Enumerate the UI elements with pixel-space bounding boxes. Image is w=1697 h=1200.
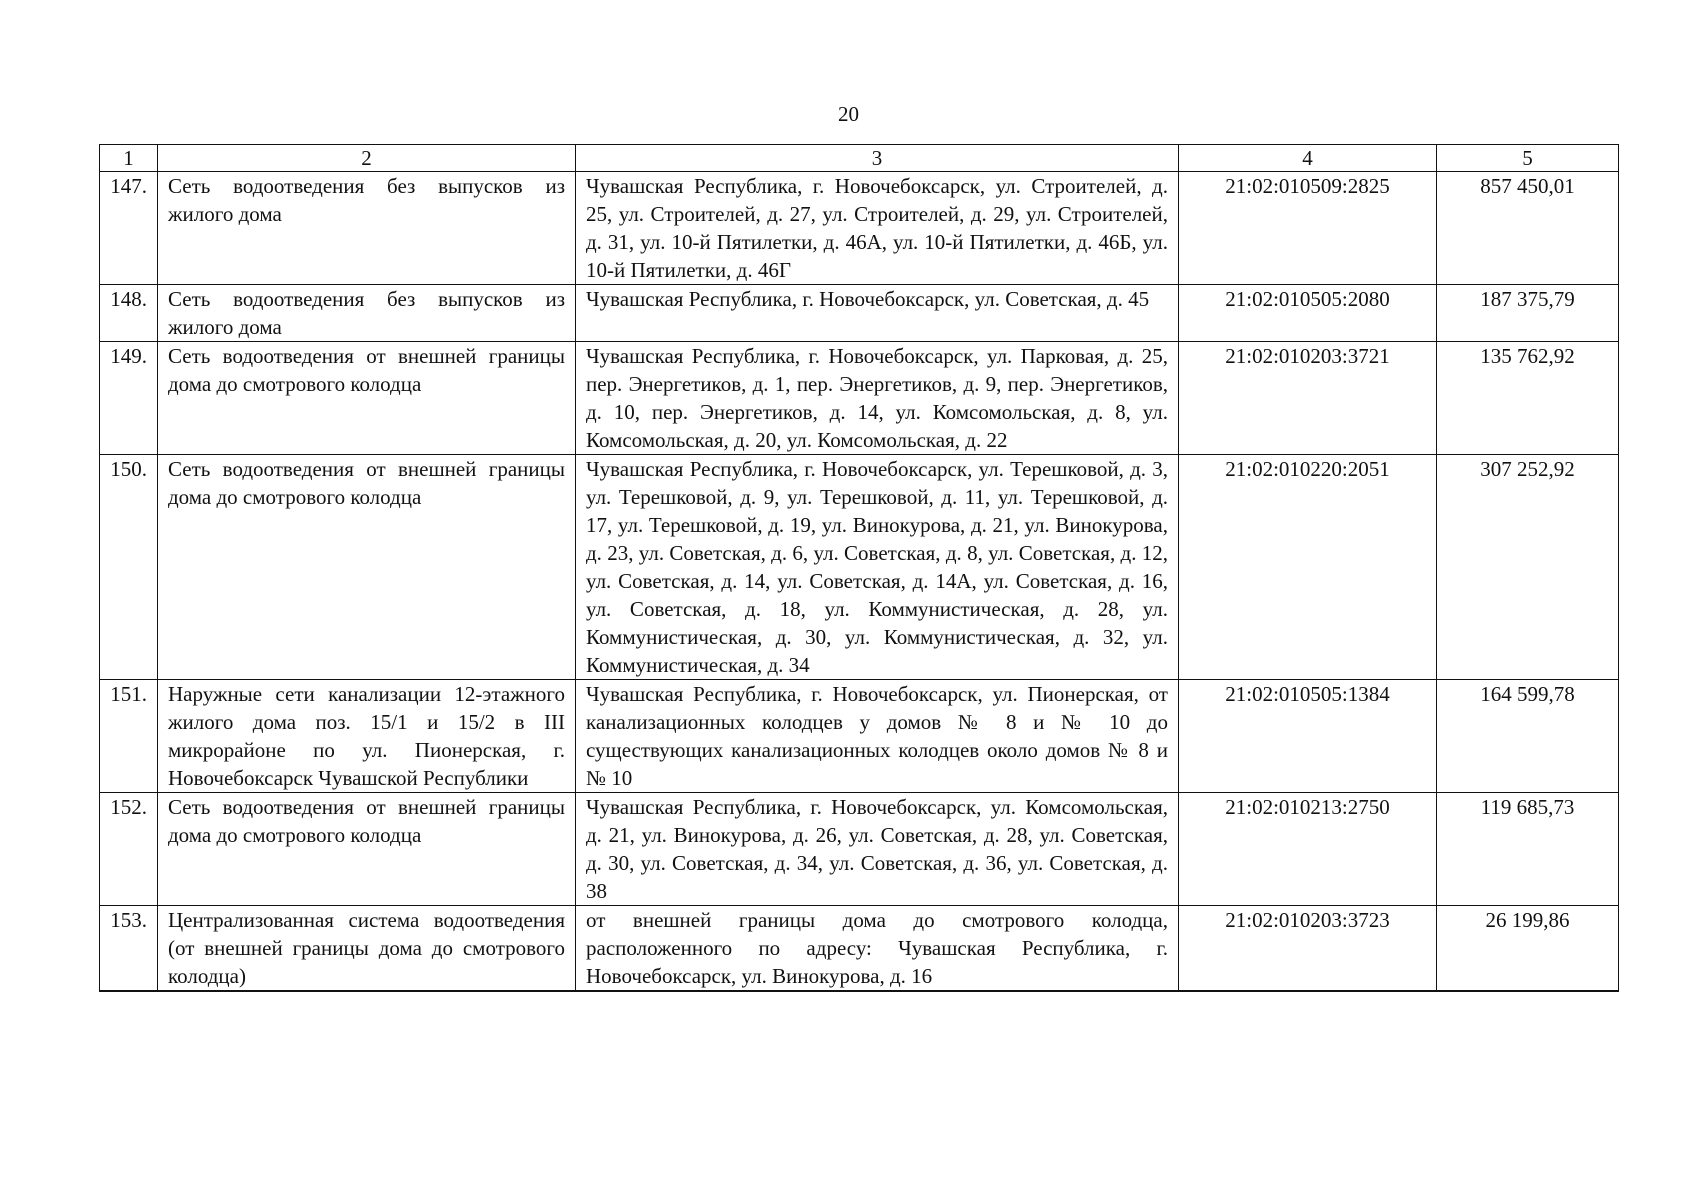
column-header-1: 1 (100, 145, 158, 172)
table-row (100, 342, 1619, 455)
table-row (100, 285, 1619, 342)
object-name: Сеть водоотведения без выпусков из жилого дома (158, 285, 576, 342)
amount: 26 199,86 (1437, 906, 1619, 992)
object-address: от внешней границы дома до смотрового колодца, расположенного по адресу: Чувашская Республика, г. Новочебоксарск, ул. Винокурова, д. 16 (576, 906, 1179, 992)
cadastral-number: 21:02:010505:1384 (1179, 680, 1437, 793)
row-number: 147. (100, 172, 158, 285)
table-row (100, 906, 1619, 992)
table-row (100, 680, 1619, 793)
table-row (100, 455, 1619, 680)
row-number: 151. (100, 680, 158, 793)
amount: 187 375,79 (1437, 285, 1619, 342)
column-header-4: 4 (1179, 145, 1437, 172)
amount: 307 252,92 (1437, 455, 1619, 680)
column-header-2: 2 (158, 145, 576, 172)
cadastral-number: 21:02:010213:2750 (1179, 793, 1437, 906)
column-header-3: 3 (576, 145, 1179, 172)
row-number: 152. (100, 793, 158, 906)
amount: 857 450,01 (1437, 172, 1619, 285)
object-address: Чувашская Республика, г. Новочебоксарск, ул. Советская, д. 45 (576, 285, 1179, 342)
table-row (100, 172, 1619, 285)
property-table (99, 144, 1619, 992)
column-number-row (100, 145, 1619, 172)
object-name: Централизованная система водоотведения (от внешней границы дома до смотрового колодца) (158, 906, 576, 992)
page-number: 20 (838, 102, 859, 126)
row-number: 150. (100, 455, 158, 680)
cadastral-number: 21:02:010220:2051 (1179, 455, 1437, 680)
object-name: Сеть водоотведения от внешней границы дома до смотрового колодца (158, 455, 576, 680)
row-number: 153. (100, 906, 158, 992)
amount: 135 762,92 (1437, 342, 1619, 455)
object-name: Сеть водоотведения от внешней границы дома до смотрового колодца (158, 342, 576, 455)
amount: 119 685,73 (1437, 793, 1619, 906)
object-address: Чувашская Республика, г. Новочебоксарск, ул. Строителей, д. 25, ул. Строителей, д. 27, ул. Строителей, д. 29, ул. Строителей, д. 31, ул. 10-й Пятилетки, д. 46А, ул. 10-й Пятилетки, д. 46Б, ул. 10-й Пятилетки, д. 46Г (576, 172, 1179, 285)
cadastral-number: 21:02:010203:3721 (1179, 342, 1437, 455)
row-number: 149. (100, 342, 158, 455)
object-address: Чувашская Республика, г. Новочебоксарск, ул. Пионерская, от канализационных колодцев у домов № 8 и № 10 до существующих канализационных колодцев около домов № 8 и № 10 (576, 680, 1179, 793)
column-header-5: 5 (1437, 145, 1619, 172)
object-address: Чувашская Республика, г. Новочебоксарск, ул. Терешковой, д. 3, ул. Терешковой, д. 9, ул. Терешковой, д. 11, ул. Терешковой, д. 17, ул. Терешковой, д. 19, ул. Винокурова, д. 21, ул. Винокурова, д. 23, ул. Советская, д. 6, ул. Советская, д. 8, ул. Советская, д. 12, ул. Советская, д. 14, ул. Советская, д. 14А, ул. Советская, д. 16, ул. Советская, д. 18, ул. Коммунистическая, д. 28, ул. Коммунистическая, д. 30, ул. Коммунистическая, д. 32, ул. Коммунистическая, д. 34 (576, 455, 1179, 680)
object-address: Чувашская Республика, г. Новочебоксарск, ул. Парковая, д. 25, пер. Энергетиков, д. 1, пер. Энергетиков, д. 9, пер. Энергетиков, д. 10, пер. Энергетиков, д. 14, ул. Комсомольская, д. 8, ул. Комсомольская, д. 20, ул. Комсомольская, д. 22 (576, 342, 1179, 455)
amount: 164 599,78 (1437, 680, 1619, 793)
object-address: Чувашская Республика, г. Новочебоксарск, ул. Комсомольская, д. 21, ул. Винокурова, д. 26, ул. Советская, д. 28, ул. Советская, д. 30, ул. Советская, д. 34, ул. Советская, д. 36, ул. Советская, д. 38 (576, 793, 1179, 906)
object-name: Наружные сети канализации 12-этажного жилого дома поз. 15/1 и 15/2 в III микрорайоне по ул. Пионерская, г. Новочебоксарск Чувашской Республики (158, 680, 576, 793)
table-row (100, 793, 1619, 906)
cadastral-number: 21:02:010505:2080 (1179, 285, 1437, 342)
object-name: Сеть водоотведения без выпусков из жилого дома (158, 172, 576, 285)
cadastral-number: 21:02:010509:2825 (1179, 172, 1437, 285)
object-name: Сеть водоотведения от внешней границы дома до смотрового колодца (158, 793, 576, 906)
cadastral-number: 21:02:010203:3723 (1179, 906, 1437, 992)
row-number: 148. (100, 285, 158, 342)
